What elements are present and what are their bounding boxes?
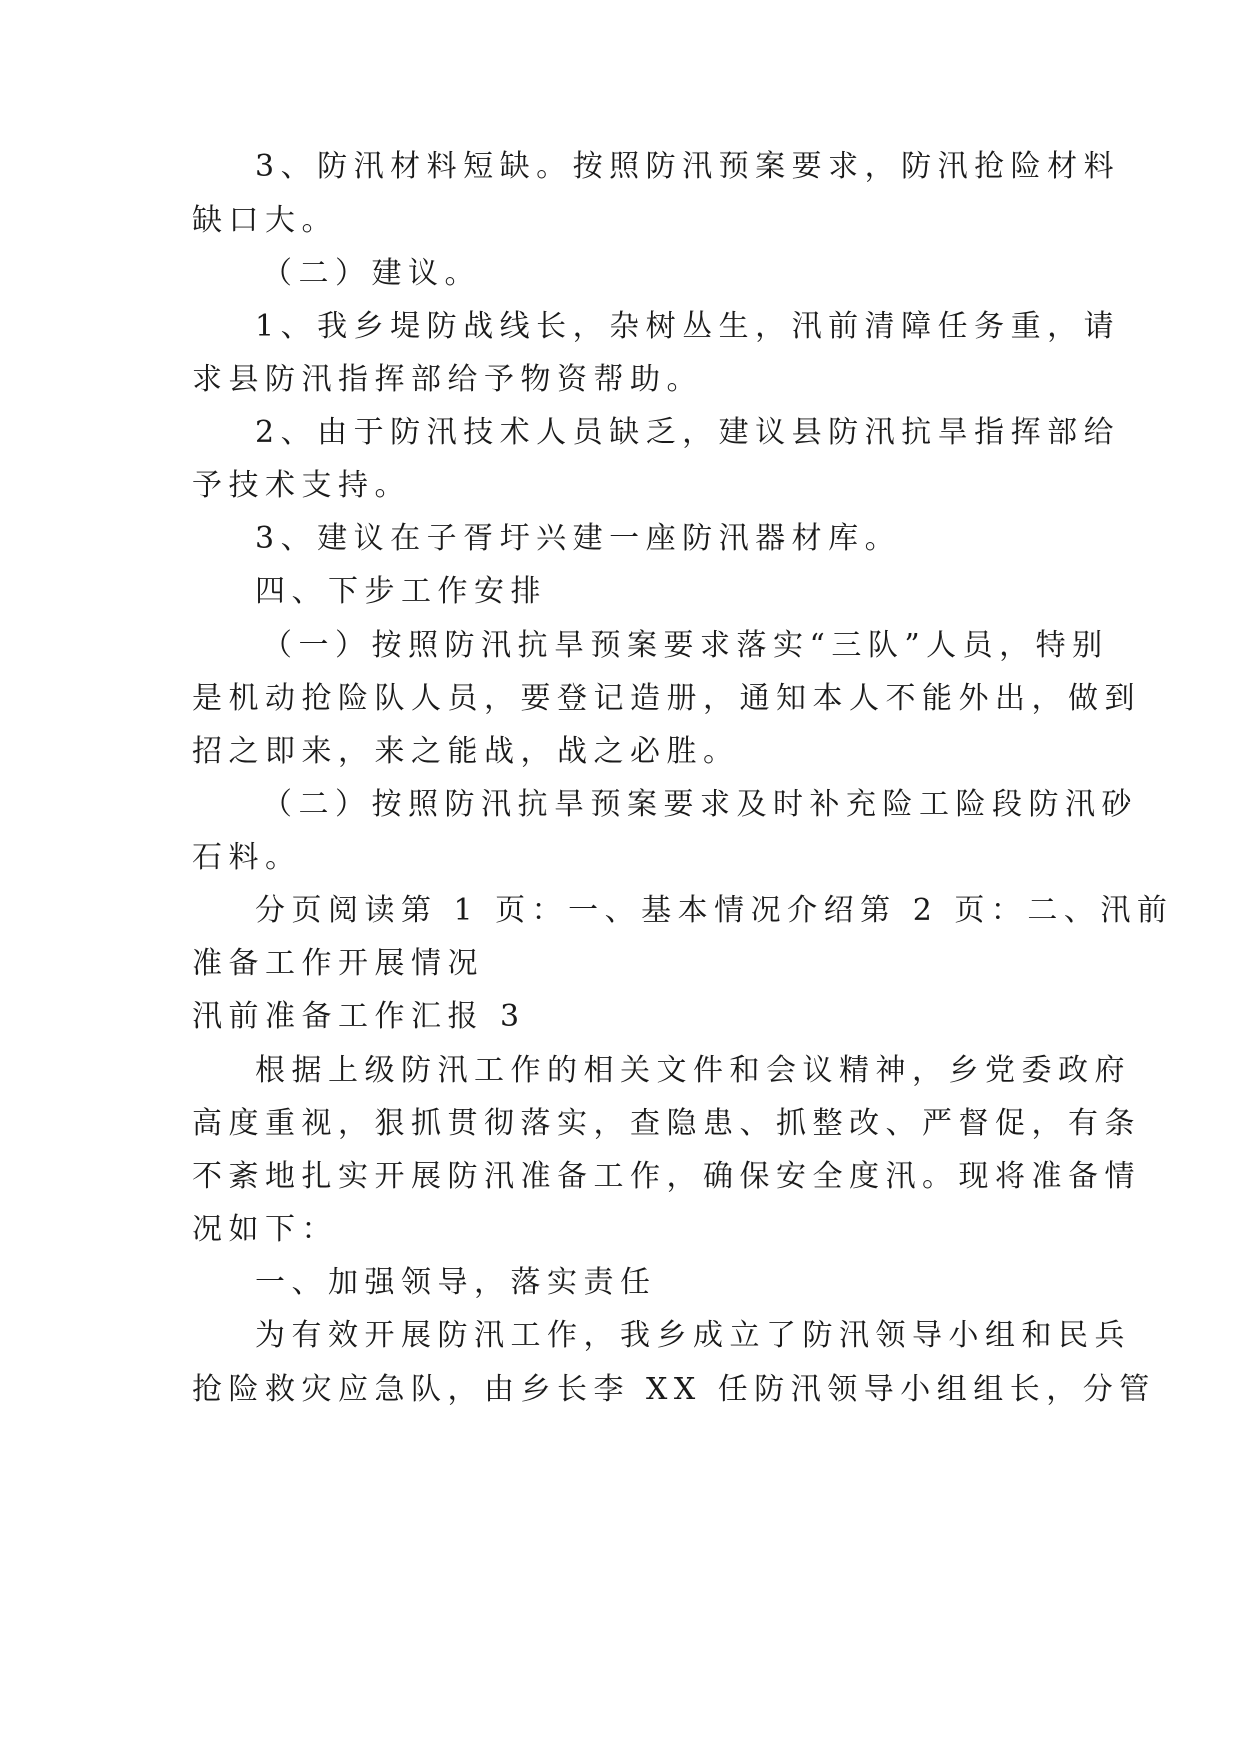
paragraph-line: 况如下： [192, 1212, 338, 1247]
paragraph-line: 是机动抢险队人员，要登记造册，通知本人不能外出，做到 [192, 681, 1141, 716]
section-heading: 一、加强领导，落实责任 [255, 1265, 657, 1300]
paragraph-line: 3、建议在子胥圩兴建一座防汛器材库。 [255, 521, 902, 556]
paragraph-line: 予技术支持。 [192, 468, 411, 503]
paragraph-line: 缺口大。 [192, 203, 338, 238]
document-title: 汛前准备工作汇报 3 [192, 999, 526, 1034]
paragraph-line: 2、由于防汛技术人员缺乏，建议县防汛抗旱指挥部给 [255, 415, 1121, 450]
paragraph-line: 求县防汛指挥部给予物资帮助。 [192, 362, 703, 397]
section-heading: 四、下步工作安排 [255, 574, 547, 609]
paragraph-line: 石料。 [192, 840, 302, 875]
paragraph-line: 招之即来，来之能战，战之必胜。 [192, 734, 740, 769]
paragraph-line: （一）按照防汛抗旱预案要求落实“三队”人员，特别 [262, 628, 1109, 663]
paragraph-line: 根据上级防汛工作的相关文件和会议精神，乡党委政府 [255, 1053, 1131, 1088]
pagination-note: 分页阅读第 1 页：一、基本情况介绍第 2 页：二、汛前 [255, 893, 1174, 928]
paragraph-line: 高度重视，狠抓贯彻落实，查隐患、抓整改、严督促，有条 [192, 1106, 1141, 1141]
paragraph-line: 不紊地扎实开展防汛准备工作，确保安全度汛。现将准备情 [192, 1159, 1141, 1194]
section-heading: （二）建议。 [262, 256, 481, 291]
paragraph-line: 抢险救灾应急队，由乡长李 XX 任防汛领导小组组长，分管 [192, 1372, 1156, 1407]
paragraph-line: （二）按照防汛抗旱预案要求及时补充险工险段防汛砂 [262, 787, 1138, 822]
paragraph-line: 为有效开展防汛工作，我乡成立了防汛领导小组和民兵 [255, 1318, 1131, 1353]
paragraph-line: 1、我乡堤防战线长，杂树丛生，汛前清障任务重，请 [255, 309, 1121, 344]
paragraph-line: 3、防汛材料短缺。按照防汛预案要求，防汛抢险材料 [255, 149, 1121, 184]
pagination-note: 准备工作开展情况 [192, 946, 484, 981]
